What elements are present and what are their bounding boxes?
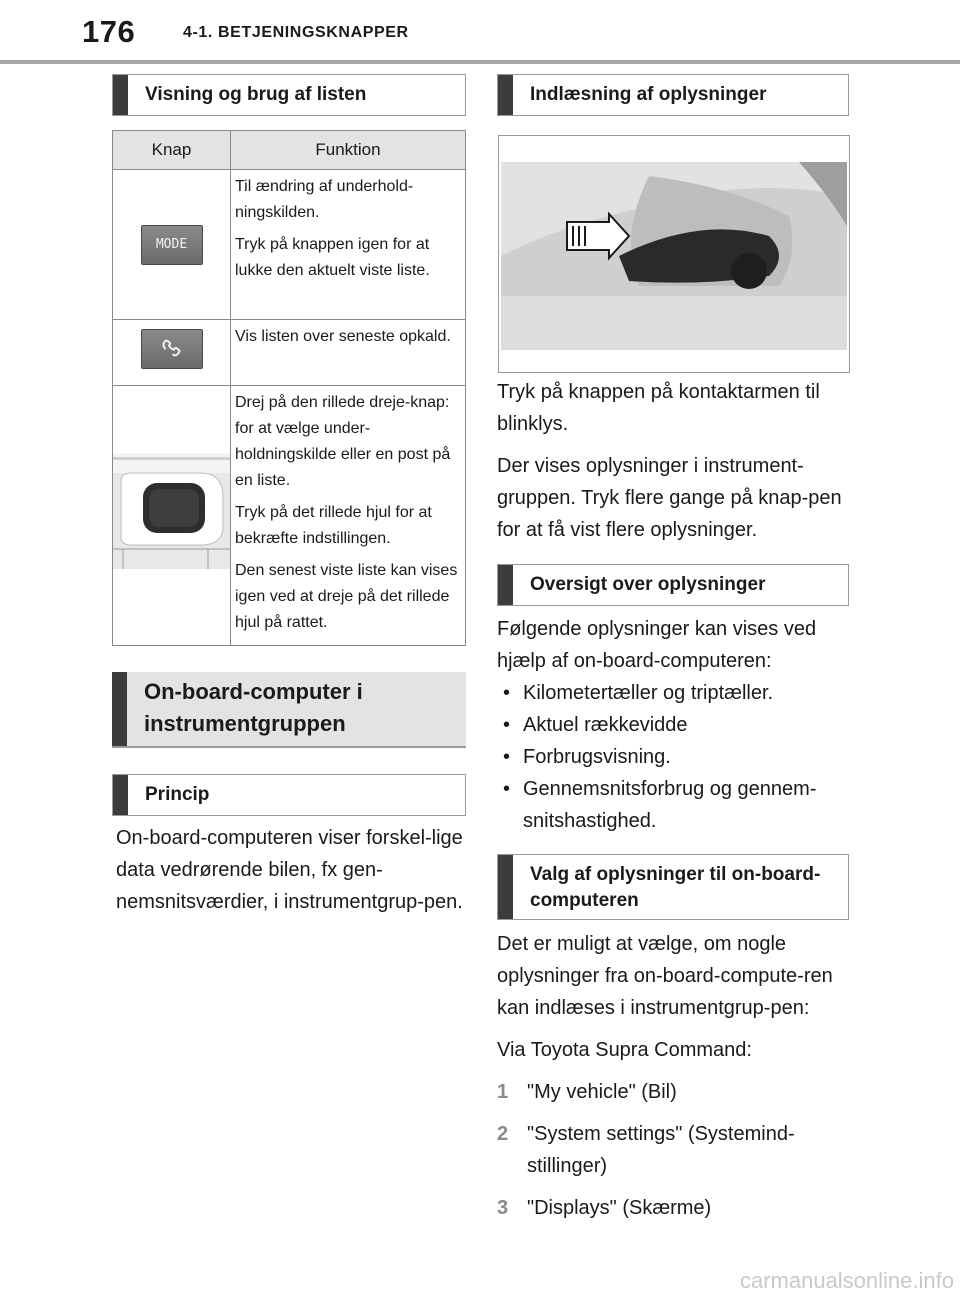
thumbwheel-icon [113, 453, 230, 569]
section-box-indlaesning [497, 74, 849, 116]
table-cell-text: Tryk på det rillede hjul for at bekræfte indstillingen. [235, 504, 432, 547]
section-title-princip: Princip [145, 784, 210, 805]
column-header-knap: Knap [113, 131, 231, 170]
info-bullet-list [497, 677, 847, 837]
step-text: "Displays" (Skærme) [527, 1197, 712, 1219]
section-onboard-computer [112, 672, 466, 748]
paragraph-via-command: Via Toyota Supra Command: [497, 1039, 752, 1061]
section-title-valg: Valg af oplysninger til on-board-computeren [530, 864, 821, 911]
table-cell-text: Vis listen over seneste opkald. [235, 328, 451, 345]
step-item [497, 1118, 847, 1182]
step-number: 3 [497, 1197, 509, 1219]
paragraph-info-list-intro: Følgende oplysninger kan vises ved hjælp af on-board-computeren: [497, 618, 817, 672]
turn-signal-lever-illustration [498, 135, 850, 373]
column-header-funktion: Funktion [231, 131, 466, 170]
step-text: "My vehicle" (Bil) [527, 1081, 677, 1103]
mode-button-icon: MODE [141, 225, 203, 265]
section-title-oversigt: Oversigt over oplysninger [530, 574, 766, 595]
section-box-list [112, 74, 466, 116]
step-item [497, 1192, 847, 1224]
step-item [497, 1076, 847, 1108]
section-box-oversigt [497, 564, 849, 606]
table-cell-text: Tryk på knappen igen for at lukke den aktuelt viste liste. [235, 236, 430, 279]
section-title-onboard: On-board-computer i instrumentgruppen [144, 679, 363, 736]
section-box-valg [497, 854, 849, 920]
table-row [113, 170, 466, 320]
list-item: • Kilometertæller og triptæller. [497, 677, 847, 709]
chapter-title: 4-1. BETJENINGSKNAPPER [183, 24, 409, 41]
table-cell-text: Drej på den rillede dreje-knap: for at vælge under-holdningskilde eller en post på en liste. [235, 394, 451, 489]
step-number: 1 [497, 1081, 509, 1103]
section-title-list: Visning og brug af listen [145, 84, 367, 105]
list-item: • Forbrugsvisning. [497, 741, 847, 773]
paragraph-select-info: Det er muligt at vælge, om nogle oplysninger fra on-board-compute-ren kan indlæses i instrumentgrup-pen: [497, 933, 833, 1019]
step-text: "System settings" (Systemind-stillinger) [527, 1123, 795, 1177]
step-number: 2 [497, 1123, 509, 1145]
list-item: • Aktuel rækkevidde [497, 709, 847, 741]
table-row [113, 320, 466, 386]
paragraph-press-button: Tryk på knappen på kontaktarmen til blinklys. [497, 381, 820, 435]
button-function-table [112, 130, 466, 646]
principle-paragraph: On-board-computeren viser forskel-lige data vedrørende bilen, fx gen-nemsnitsværdier, i instrumentgrup-pen. [116, 827, 463, 913]
phone-icon [141, 329, 203, 369]
table-row [113, 386, 466, 646]
paragraph-info-shown: Der vises oplysninger i instrument-gruppen. Tryk flere gange på knap-pen for at få vist flere oplysninger. [497, 455, 842, 541]
list-item: • Gennemsnitsforbrug og gennem-snitshastighed. [497, 773, 847, 837]
watermark: carmanualsonline.info [739, 1268, 954, 1293]
page-number: 176 [82, 14, 136, 49]
header-divider [0, 60, 960, 64]
section-title-indlaesning: Indlæsning af oplysninger [530, 84, 767, 105]
table-cell-text: Den senest viste liste kan vises igen ved at dreje på det rillede hjul på rattet. [235, 562, 458, 631]
table-cell-text: Til ændring af underhold-ningskilden. [235, 178, 414, 221]
section-box-princip [112, 774, 466, 816]
